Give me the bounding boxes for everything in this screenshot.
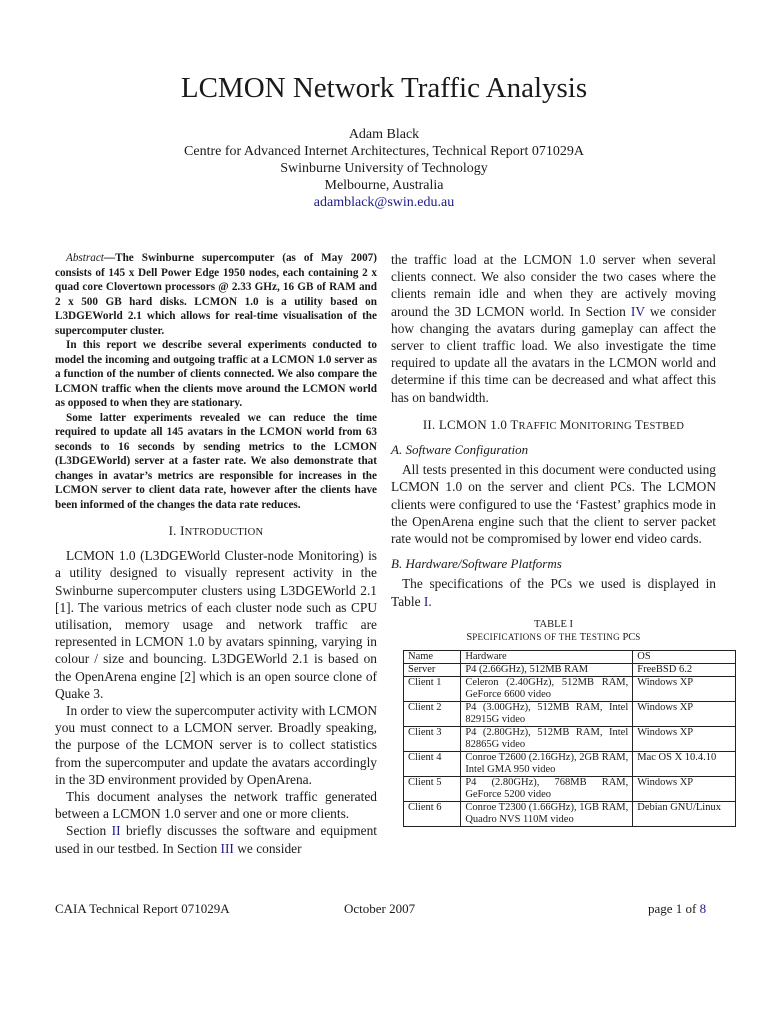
abstract xyxy=(55,251,377,512)
sec2-heading-a: II. LCMON 1.0 T xyxy=(422,416,519,432)
table-cell-os: Windows XP xyxy=(633,701,736,726)
table-cell-name: Client 1 xyxy=(404,676,461,701)
tcap-a: S xyxy=(466,631,473,643)
intro-cont-text-b: we consider how changing the avatars during gameplay can affect the server to client traffic load. We also investigate the time required to update all the avatars in the LCMON world and determine if this time can be decreased and what affect this has on bandwidth. xyxy=(391,303,716,405)
sec2-heading-e: T xyxy=(634,416,643,432)
table-row xyxy=(404,676,736,701)
table-row xyxy=(404,751,736,776)
author-university: Swinburne University of Technology xyxy=(280,161,488,176)
table-row xyxy=(404,663,736,676)
sec2-heading-c: M xyxy=(559,416,572,432)
abstract-text-1: The Swinburne supercomputer (as of May 2007) consists of 145 x Dell Power Edge 1950 nodes, each containing 2 x quad core Clovertown processors @ 2.33 GHz, 16 GB of RAM and 2 x 500 GB hard disks. LCMON 1.0 is a utility based on L3DGEWorld 2.1 which allows for real-time visualisation of the supercomputer cluster. xyxy=(55,252,377,337)
table-header-name: Name xyxy=(404,650,461,663)
intro-paragraph-4 xyxy=(55,822,377,856)
table-cell-hardware: P4 (2.80GHz), 768MB RAM, GeForce 5200 video xyxy=(461,776,633,801)
table-header-os: OS xyxy=(633,650,736,663)
right-column xyxy=(391,251,721,827)
hardware-paragraph xyxy=(391,575,716,609)
section-ref-II[interactable]: II xyxy=(111,823,121,839)
software-config-paragraph: All tests presented in this document were conducted using LCMON 1.0 on the server and client PCs. The LCMON clients were configured to use the ‘Fastest’ graphics mode in the OpenArena engine such that the client to server packet rate would not be compromised by lower end video cards. xyxy=(391,462,716,547)
footer-page-number xyxy=(648,901,706,917)
section-heading-testbed xyxy=(391,416,716,435)
intro-p4-text-b: briefly discusses the software and equipment used in our testbed. In Section xyxy=(55,823,377,856)
tcap-b: PECIFICATIONS OF THE xyxy=(472,631,580,642)
author-affiliation: Centre for Advanced Internet Architectures, Technical Report 071029A xyxy=(184,144,584,159)
table-row xyxy=(404,801,736,826)
sec2-heading-f: ESTBED xyxy=(642,420,685,432)
table-cell-os: Debian GNU/Linux xyxy=(633,801,736,826)
intro-paragraph-2: In order to view the supercomputer activity with LCMON you must connect to a LCMON server. Broadly speaking, the purpose of the LCMON server is to collect statistics from the supercomputer and update the avatars accordingly in the 3D environment provided by OpenArena. xyxy=(55,703,377,787)
abstract-paragraph-1 xyxy=(55,251,377,338)
table-cell-os: Windows XP xyxy=(633,676,736,701)
section-ref-IV[interactable]: IV xyxy=(630,303,645,319)
left-column xyxy=(55,251,377,857)
abstract-paragraph-2: In this report we describe several experiments conducted to model the incoming and outgoing traffic at a LCMON 1.0 server as a function of the number of clients connected. We also compare the LCMON traffic when the clients move around the LCMON world as opposed to when they are stationary. xyxy=(55,339,377,409)
tcap-f: S xyxy=(635,631,641,642)
table-cell-name: Client 6 xyxy=(404,801,461,826)
table-cell-name: Client 2 xyxy=(404,701,461,726)
sec2-heading-d: ONITORING xyxy=(571,420,635,432)
table-cell-os: Mac OS X 10.4.10 xyxy=(633,751,736,776)
table-caption-title xyxy=(391,631,716,644)
sec2-heading-b: RAFFIC xyxy=(518,420,560,432)
author-email-link[interactable]: adamblack@swin.edu.au xyxy=(313,195,455,210)
table-header-hardware: Hardware xyxy=(461,650,633,663)
table-caption xyxy=(391,618,716,644)
table-cell-hardware: Conroe T2600 (2.16GHz), 2GB RAM, Intel GMA 950 video xyxy=(461,751,633,776)
table-cell-os: Windows XP xyxy=(633,726,736,751)
table-cell-hardware: P4 (2.80GHz), 512MB RAM, Intel 82865G video xyxy=(461,726,633,751)
table-cell-os: Windows XP xyxy=(633,776,736,801)
tcap-d: ESTING xyxy=(586,631,623,642)
intro-cont-text-a: the traffic load at the LCMON 1.0 server when several clients connect. We also consider the two cases where the clients remain idle and when they are actively moving around the 3D LCMON world. In Section xyxy=(391,252,716,319)
table-cell-name: Client 5 xyxy=(404,776,461,801)
abstract-lead: Abstract xyxy=(66,252,104,264)
hardware-text-a: The specifications of the PCs we used is displayed in Table xyxy=(391,576,716,609)
intro-paragraph-1: LCMON 1.0 (L3DGEWorld Cluster-node Monitoring) is a utility designed to visually represent activity in the Swinburne supercomputer clusters using L3DGEWorld 2.1 [1]. The various metrics of each cluster node such as CPU utilisation, memory usage and network traffic are represented in LCMON 1.0 by avatars spinning, varying in colour / size and bouncing. L3DGEWorld 2.1 is based on the OpenArena engine [2] which is an open source clone of Quake 3. xyxy=(55,548,377,701)
author-name: Adam Black xyxy=(348,127,420,142)
tcap-c: T xyxy=(579,631,587,643)
intro-heading-rest: NTRODUCTION xyxy=(184,527,264,538)
table-cell-hardware: P4 (3.00GHz), 512MB RAM, Intel 82915G video xyxy=(461,701,633,726)
table-row xyxy=(404,726,736,751)
table-row xyxy=(404,776,736,801)
intro-p4-text-c: we consider xyxy=(233,840,302,856)
table-ref-I[interactable]: I xyxy=(423,593,429,609)
section-ref-III[interactable]: III xyxy=(220,840,234,856)
author-location: Melbourne, Australia xyxy=(324,178,444,193)
table-cell-os: FreeBSD 6.2 xyxy=(633,663,736,676)
footer-total-pages-link[interactable]: 8 xyxy=(699,901,707,916)
table-cell-hardware: Celeron (2.40GHz), 512MB RAM, GeForce 6600 video xyxy=(461,676,633,701)
table-row xyxy=(404,701,736,726)
table-caption-number: TABLE I xyxy=(533,618,574,630)
subsection-software-configuration: A. Software Configuration xyxy=(391,442,529,458)
tcap-e: PC xyxy=(622,631,636,643)
table-cell-hardware: P4 (2.66GHz), 512MB RAM xyxy=(461,663,633,676)
footer-report-id: CAIA Technical Report 071029A xyxy=(55,901,230,916)
table-cell-name: Server xyxy=(404,663,461,676)
intro-p4-text-a: Section xyxy=(66,823,112,839)
intro-paragraph-3: This document analyses the network traffic generated between a LCMON 1.0 server and one or more clients. xyxy=(55,789,377,822)
table-cell-name: Client 4 xyxy=(404,751,461,776)
abstract-dash: — xyxy=(103,252,116,264)
specifications-table xyxy=(403,650,736,827)
intro-continuation xyxy=(391,251,716,406)
hardware-text-b: . xyxy=(428,593,432,609)
footer-page-label: page 1 of xyxy=(648,901,700,916)
table-cell-hardware: Conroe T2300 (1.66GHz), 1GB RAM, Quadro NVS 110M video xyxy=(461,801,633,826)
subsection-hardware-platforms: B. Hardware/Software Platforms xyxy=(391,556,562,572)
author-block xyxy=(0,126,768,211)
table-header-row xyxy=(404,650,736,663)
abstract-paragraph-3: Some latter experiments revealed we can reduce the time required to update all 145 avatars in the LCMON world from 63 seconds to 16 seconds by sending metrics to the LCMON (L3DGEWorld) server at a faster rate. We also demonstrate that changes in avatar’s metrics are responsible for increases in the LCMON server to client data rate, however after the clients have been informed of the changes the data rate reduces. xyxy=(55,411,377,511)
footer-date: October 2007 xyxy=(344,901,416,916)
table-cell-name: Client 3 xyxy=(404,726,461,751)
intro-heading-initial: I. I xyxy=(168,523,185,538)
paper-title: LCMON Network Traffic Analysis xyxy=(180,72,588,104)
section-heading-introduction xyxy=(55,522,377,541)
